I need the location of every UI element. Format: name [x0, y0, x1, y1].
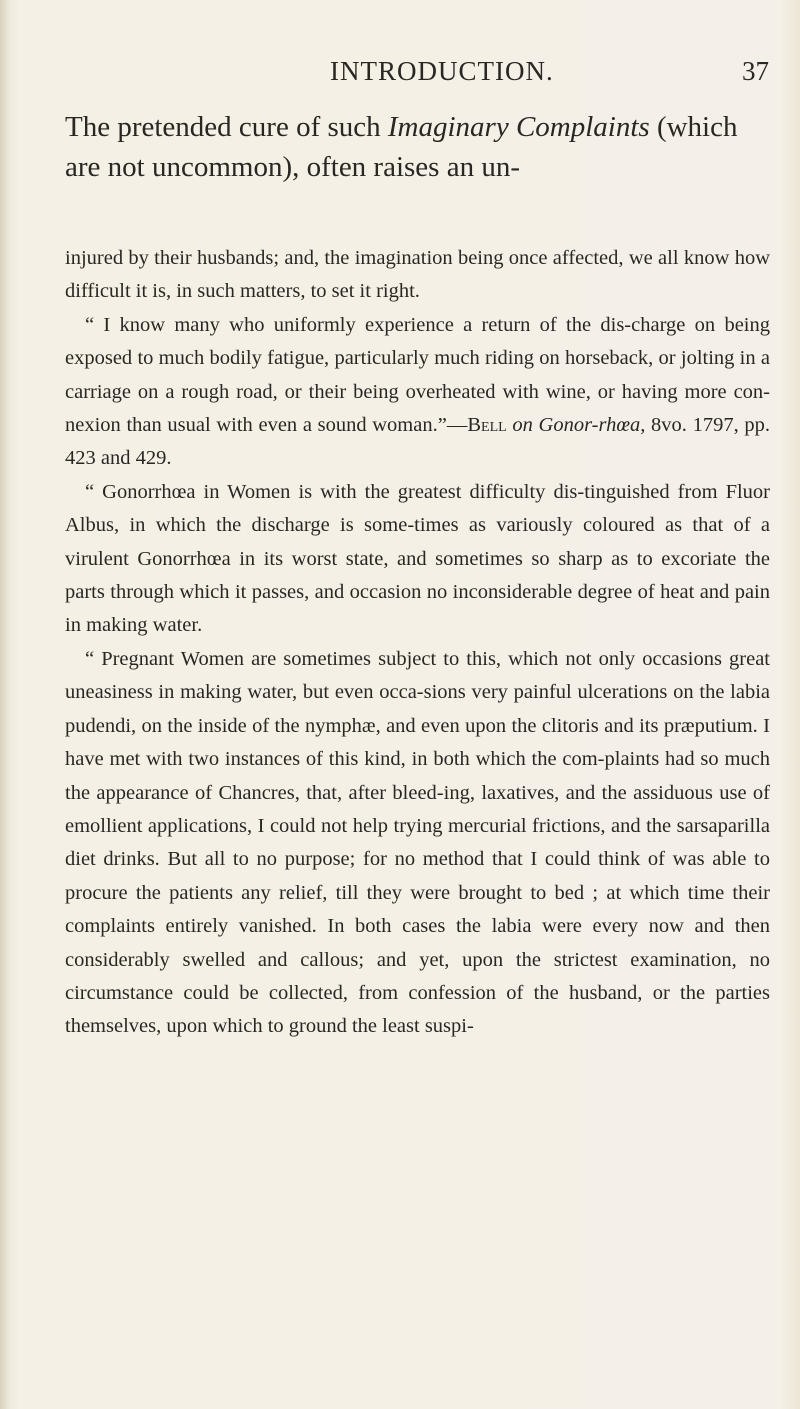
paragraph-2 — [65, 309, 770, 476]
lead-text-before: The pretended cure of such — [65, 111, 388, 143]
page-number: 37 — [742, 56, 769, 86]
paragraph-4: “ Pregnant Women are sometimes subject to this, which not only occasions great uneasiness in making water, but even occa-sions very painful ulcerations on the labia pudendi, on the inside of the nymphæ, and even upon the clitoris and its præputium. I have met with two instances of this kind, in both which the com-plaints had so much the appearance of Chancres, that, after bleed-ing, laxatives, and the assiduous use of emollient applications, I could not help trying mercurial frictions, and the sarsaparilla diet drinks. But all to no purpose; for no method that I could think of was able to procure the patients any relief, till they were brought to bed ; at which time their complaints entirely vanished. In both cases the labia were every now and then considerably swelled and callous; and yet, upon the strictest examination, no circumstance could be collected, from confession of the husband, or the parties themselves, upon which to ground the least suspi- — [65, 647, 770, 1038]
quote-bell: “ I know many who uniformly experience a return of the dis-charge on being exposed to much bodily fatigue, particularly much riding on horseback, or jolting in a carriage on a rough road, or their being overheated with wine, or having more con-nexion than usual with even a sound woman.”— — [65, 313, 770, 437]
citation-author: Bell — [467, 414, 507, 437]
citation-on: on — [506, 414, 539, 437]
lead-text-after: (which are not uncommon), often raises an un- — [65, 111, 738, 183]
lead-paragraph — [65, 107, 755, 187]
body-text — [65, 242, 770, 1044]
citation-work: Gonor-rhœa, — [538, 414, 646, 437]
paragraph-1: injured by their husbands; and, the imagination being once affected, we all know how difficult it is, in such matters, to set it right. — [65, 247, 770, 303]
running-title: INTRODUCTION. — [330, 56, 554, 86]
citation-details: 8vo. 1797, pp. 423 and 429. — [65, 414, 771, 470]
paragraph-3: “ Gonorrhœa in Women is with the greatest difficulty dis-tinguished from Fluor Albus, in which the discharge is some-times as variously coloured as that of a virulent Gonorrhœa in its worst state, and sometimes so sharp as to excoriate the parts through which it passes, and occasion no inconsiderable degree of heat and pain in making water. — [65, 480, 770, 637]
spine-shadow — [0, 0, 10, 1409]
lead-sentence — [65, 107, 755, 187]
lead-text-italic: Imaginary Complaints — [387, 111, 650, 143]
